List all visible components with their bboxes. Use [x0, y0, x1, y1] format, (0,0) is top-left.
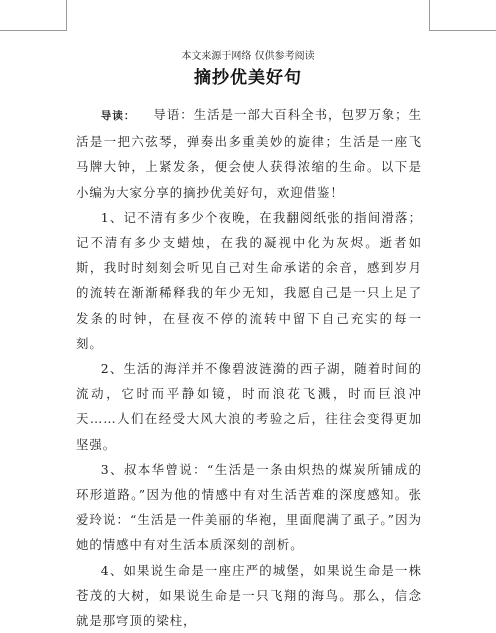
crop-mark [0, 30, 66, 31]
crop-mark [66, 0, 67, 31]
lead-paragraph [76, 102, 422, 205]
paragraph: 1、记不清有多少个夜晚，在我翻阅纸张的指间滑落；记不清有多少支蜡烛，在我的凝视中化为灰烬。逝者如斯，我时时刻刻会听见自己对生命承诺的余音，感到岁月的流转在渐渐稀释我的年少无知，我愿自己是一只上足了发条的时钟，在昼夜不停的流转中留下自己充实的每一刻。 [76, 209, 422, 351]
crop-mark [430, 30, 496, 31]
article-body [76, 102, 422, 633]
paragraph: 4、如果说生命是一座庄严的城堡，如果说生命是一株苍茂的大树，如果说生命是一只飞翔的海鸟。那么，信念就是那穹顶的梁柱， [76, 562, 422, 629]
lead-label: 导读： [100, 110, 136, 122]
paragraph: 3、叔本华曾说：“生活是一条由炽热的煤炭所铺成的环形道路。”因为他的情感中有对生活苦难的深度感知。张爱玲说：“生活是一件美丽的华袍，里面爬满了虱子。”因为她的情感中有对生活本质深刻的剖析。 [76, 461, 422, 553]
paragraph-text: 导语：生活是一部大百科全书，包罗万象；生活是一把六弦琴，弹奏出多重美妙的旋律；生活是一座飞马牌大钟，上紧发条，便会使人获得浓缩的生命。以下是小编为大家分享的摘抄优美好句，欢迎借鉴！ [76, 107, 423, 200]
header-note: 本文来源于网络 仅供参考阅读 [181, 51, 315, 62]
paragraph: 2、生活的海洋并不像碧波涟漪的西子湖，随着时间的流动，它时而平静如镜，时而浪花飞溅，时而巨浪冲天……人们在经受大风大浪的考验之后，往往会变得更加坚强。 [76, 361, 422, 452]
crop-mark [429, 0, 430, 31]
page-title: 摘抄优美好句 [194, 68, 302, 88]
